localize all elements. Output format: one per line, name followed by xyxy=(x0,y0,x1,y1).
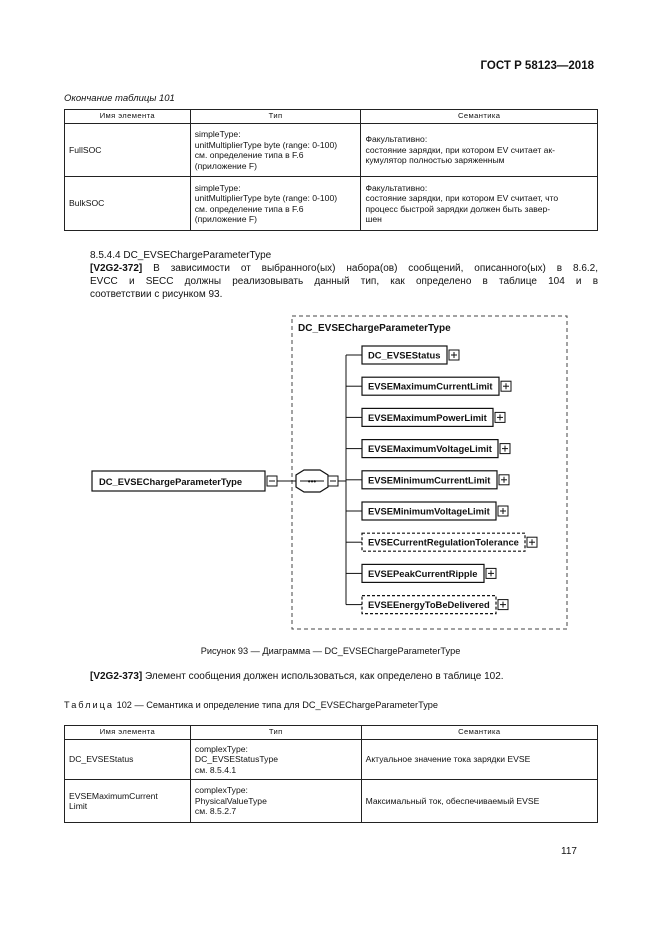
semantics-cell: Актуальное значение тока зарядки EVSE xyxy=(361,740,597,780)
expand-plus-icon[interactable] xyxy=(527,537,537,547)
table-label: Таблица xyxy=(64,700,115,710)
child-element-label: EVSEPeakCurrentRipple xyxy=(368,567,478,579)
column-header: Имя элемента xyxy=(65,726,191,740)
element-name-cell: BulkSOC xyxy=(65,177,191,231)
column-header: Семантика xyxy=(361,110,598,124)
child-element-label: EVSEEnergyToBeDelivered xyxy=(368,599,490,611)
type-cell: simpleType: unitMultiplierType byte (range: 0-100) см. определение типа в F.6 (приложение F) xyxy=(190,177,361,231)
requirement-373 xyxy=(90,670,504,683)
expand-plus-icon[interactable] xyxy=(449,350,459,360)
requirement-372-line-2: EVCC и SECC должны реализовывать данный тип, как определено в таблице 104 и в xyxy=(90,276,598,287)
column-header: Имя элемента xyxy=(65,110,191,124)
semantics-cell: Факультативно: состояние зарядки, при котором EV считает ак- кумулятор полностью заряженным xyxy=(361,124,598,177)
group-title: DC_EVSEChargeParameterType xyxy=(298,323,451,334)
expand-plus-icon[interactable] xyxy=(498,600,508,610)
child-element[interactable] xyxy=(346,596,508,614)
expand-plus-icon[interactable] xyxy=(500,444,510,454)
type-cell: simpleType: unitMultiplierType byte (range: 0-100) см. определение типа в F.6 (приложение F) xyxy=(190,124,361,177)
page-number: 117 xyxy=(561,846,577,857)
expand-plus-icon[interactable] xyxy=(499,475,509,485)
child-element-label: DC_EVSEStatus xyxy=(368,349,441,361)
requirement-372-line-3: соответствии с рисунком 93. xyxy=(90,289,223,300)
element-name-cell: FullSOC xyxy=(65,124,191,177)
section-heading: 8.5.4.4 DC_EVSEChargeParameterType xyxy=(90,250,272,261)
requirement-id: [V2G2-372] xyxy=(90,263,143,274)
child-element[interactable] xyxy=(346,377,511,395)
element-name-cell: EVSEMaximumCurrent Limit xyxy=(65,780,191,823)
table-row xyxy=(65,740,598,780)
table-title: 102 — Семантика и определение типа для DC_EVSEChargeParameterType xyxy=(114,700,439,710)
child-element-label: EVSEMaximumCurrentLimit xyxy=(368,380,493,392)
document-number: ГОСТ Р 58123—2018 xyxy=(480,60,594,72)
child-element[interactable] xyxy=(346,564,496,582)
expand-plus-icon[interactable] xyxy=(501,381,511,391)
child-element[interactable] xyxy=(346,533,537,551)
child-element[interactable] xyxy=(346,440,510,458)
column-header: Тип xyxy=(190,726,361,740)
table-header-row xyxy=(65,726,598,740)
requirement-id: [V2G2-373] xyxy=(90,671,143,682)
child-element-label: EVSEMinimumVoltageLimit xyxy=(368,505,490,517)
table-102-caption xyxy=(64,700,438,710)
requirement-text: Элемент сообщения должен использоваться, как определено в таблице 102. xyxy=(142,671,504,682)
type-cell: complexType: DC_EVSEStatusType см. 8.5.4.1 xyxy=(190,740,361,780)
child-elements xyxy=(338,346,537,614)
child-element-label: EVSEMinimumCurrentLimit xyxy=(368,474,491,486)
collapse-minus-icon[interactable] xyxy=(267,476,277,486)
table-row xyxy=(65,780,598,823)
child-element[interactable] xyxy=(346,502,508,520)
semantics-cell: Факультативно: состояние зарядки, при котором EV считает, что процесс быстрой зарядки должен быть завер- шен xyxy=(361,177,598,231)
expand-plus-icon[interactable] xyxy=(495,412,505,422)
type-cell: complexType: PhysicalValueType см. 8.5.2.7 xyxy=(190,780,361,823)
child-element-label: EVSECurrentRegulationTolerance xyxy=(368,536,519,548)
sequence-compositor[interactable] xyxy=(296,470,328,492)
child-element-label: EVSEMaximumPowerLimit xyxy=(368,411,487,423)
table-101-caption: Окончание таблицы 101 xyxy=(64,93,175,104)
child-element[interactable] xyxy=(346,346,459,364)
semantics-cell: Максимальный ток, обеспечиваемый EVSE xyxy=(361,780,597,823)
element-name-cell: DC_EVSEStatus xyxy=(65,740,191,780)
collapse-minus-icon[interactable] xyxy=(328,476,338,486)
figure-caption: Рисунок 93 — Диаграмма — DC_EVSEChargeParameterType xyxy=(200,646,461,656)
column-header: Семантика xyxy=(361,726,597,740)
child-element[interactable] xyxy=(346,471,509,489)
child-element-label: EVSEMaximumVoltageLimit xyxy=(368,443,492,455)
expand-plus-icon[interactable] xyxy=(486,568,496,578)
root-element-label: DC_EVSEChargeParameterType xyxy=(99,476,243,487)
column-header: Тип xyxy=(190,110,361,124)
sequence-symbol: ••• xyxy=(307,477,317,486)
child-element[interactable] xyxy=(346,408,505,426)
table-102 xyxy=(64,725,598,823)
requirement-text: В зависимости от выбранного(ых) набора(ов) сообщений, описанного(ых) в 8.6.2, xyxy=(153,263,599,274)
expand-plus-icon[interactable] xyxy=(498,506,508,516)
